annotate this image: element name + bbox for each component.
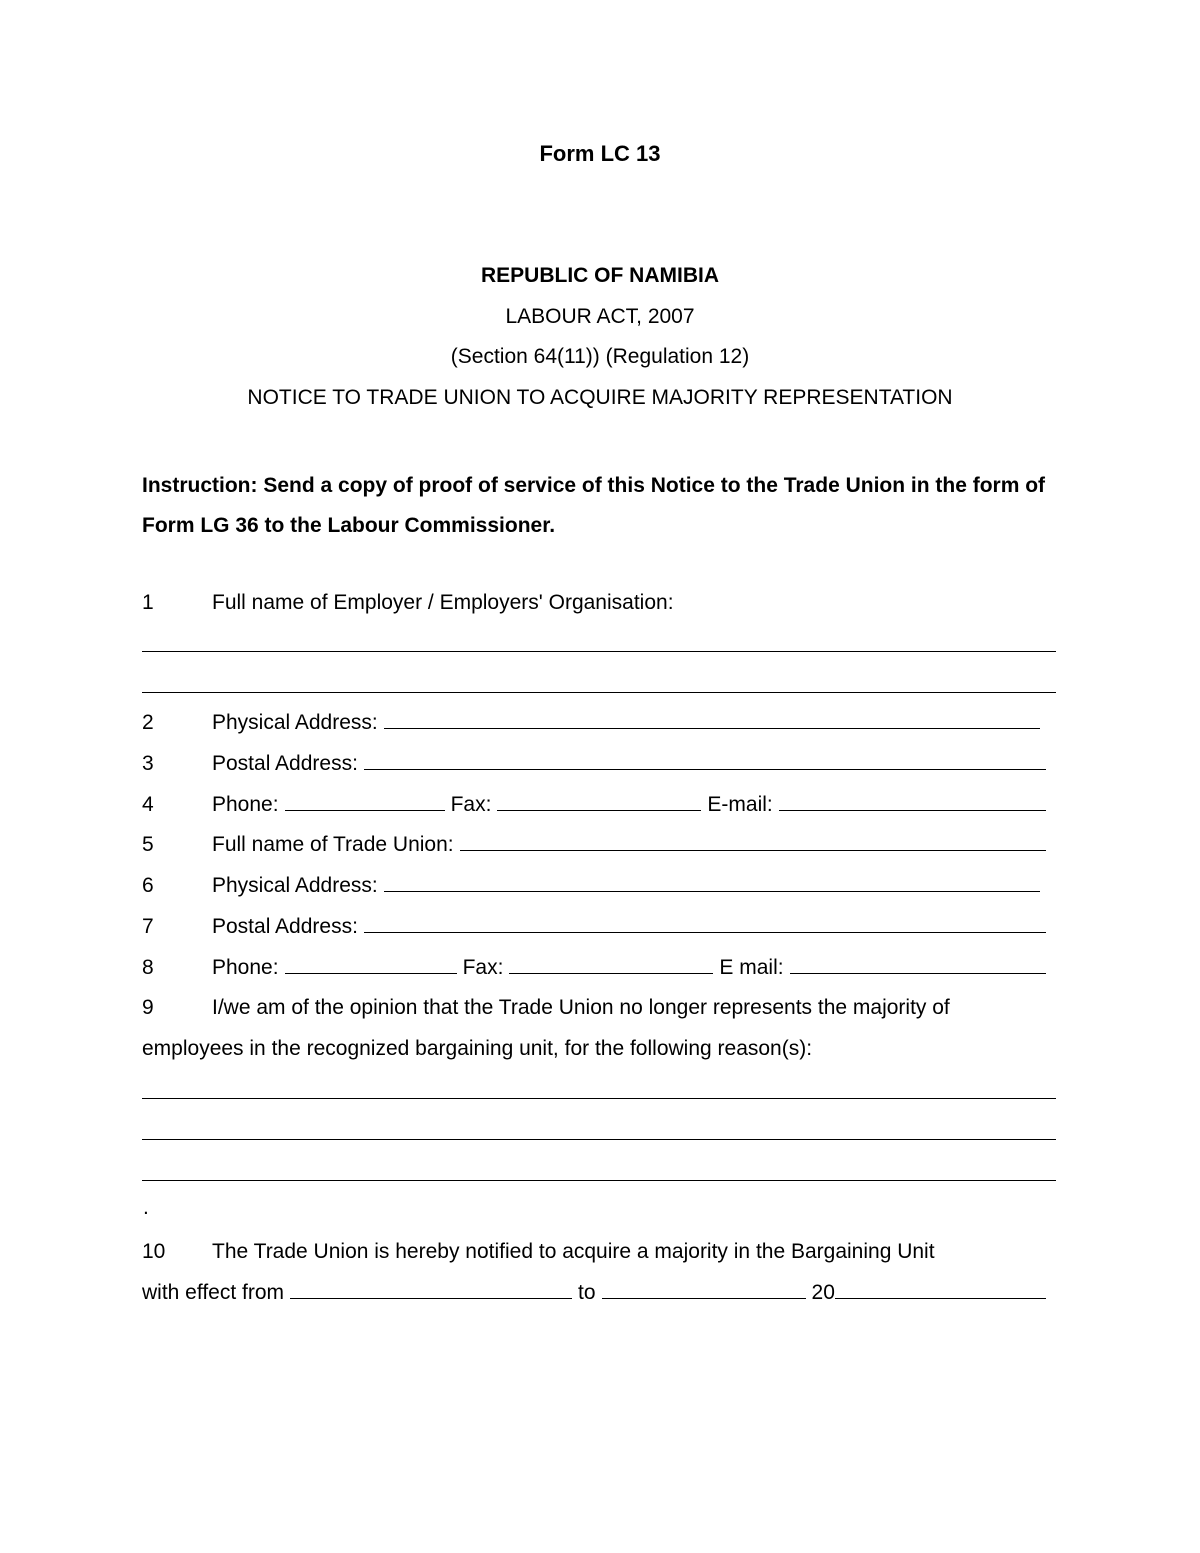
opinion-statement-line-1: I/we am of the opinion that the Trade Union no longer represents the majority of: [212, 996, 950, 1019]
effect-from-label: with effect from: [142, 1281, 284, 1304]
effect-from-date-field[interactable]: [290, 1276, 572, 1299]
reasons-field-line-1[interactable]: [142, 1098, 1056, 1099]
to-label: to: [578, 1281, 596, 1304]
employer-name-field-line-2[interactable]: [142, 692, 1056, 693]
year-field[interactable]: [835, 1276, 1046, 1299]
item-content: [212, 869, 1046, 903]
item-number: 8: [142, 956, 154, 979]
form-number: Form LC 13: [539, 141, 661, 166]
item-number: 9: [142, 996, 154, 1019]
union-phone-label: Phone:: [212, 956, 279, 979]
item-6-row: [142, 869, 1062, 903]
union-fax-label: Fax:: [462, 956, 504, 979]
item-number: 6: [142, 874, 154, 897]
item-content: [142, 1276, 1052, 1310]
trade-union-name-field[interactable]: [460, 828, 1046, 851]
item-number: 5: [142, 833, 154, 856]
opinion-statement-line-2: employees in the recognized bargaining unit, for the following reason(s):: [142, 1037, 813, 1060]
union-phone-field[interactable]: [285, 951, 457, 974]
item-number: 4: [142, 793, 154, 816]
union-fax-field[interactable]: [509, 951, 713, 974]
item-7-row: [142, 910, 1062, 944]
employer-phone-field[interactable]: [285, 788, 445, 811]
employer-physical-address-label: Physical Address:: [212, 711, 378, 734]
employer-phone-label: Phone:: [212, 793, 279, 816]
employer-fax-label: Fax:: [450, 793, 492, 816]
employer-email-field[interactable]: [779, 788, 1046, 811]
union-email-label: E mail:: [719, 956, 784, 979]
item-content: [212, 788, 1052, 822]
item-4-row: [142, 788, 1062, 822]
union-email-field[interactable]: [790, 951, 1046, 974]
item-content: [212, 828, 1052, 862]
to-date-field[interactable]: [602, 1276, 806, 1299]
reasons-field-line-3[interactable]: [142, 1180, 1056, 1181]
item-content: [212, 747, 1052, 781]
item-content: [212, 910, 1052, 944]
instruction-text: Instruction: Send a copy of proof of service of this Notice to the Trade Union in the form of Form LG 36 to the Labour Commissioner.: [142, 474, 1046, 537]
employer-postal-address-field[interactable]: [364, 747, 1046, 770]
year-prefix-label: 20: [811, 1281, 835, 1304]
notification-statement: The Trade Union is hereby notified to acquire a majority in the Bargaining Unit: [212, 1240, 935, 1263]
notice-title: NOTICE TO TRADE UNION TO ACQUIRE MAJORITY REPRESENTATION: [247, 386, 953, 409]
item-10-continuation: [142, 1276, 1062, 1310]
item-9-continuation: [142, 1032, 1062, 1066]
item-number: 2: [142, 711, 154, 734]
item-1-row: [142, 586, 1062, 620]
item-content: [212, 951, 1052, 985]
section-reference: (Section 64(11)) (Regulation 12): [450, 345, 750, 368]
union-postal-address-field[interactable]: [364, 910, 1046, 933]
item-number: 3: [142, 752, 154, 775]
employer-postal-address-label: Postal Address:: [212, 752, 358, 775]
item-content: [142, 1032, 1062, 1066]
trade-union-name-label: Full name of Trade Union:: [212, 833, 454, 856]
reasons-field-line-2[interactable]: [142, 1139, 1056, 1140]
item-3-row: [142, 747, 1062, 781]
item-number: 7: [142, 915, 154, 938]
item-5-row: [142, 828, 1062, 862]
item-8-row: [142, 951, 1062, 985]
union-physical-address-field[interactable]: [384, 869, 1040, 892]
employer-name-label: Full name of Employer / Employers' Organisation:: [212, 591, 674, 614]
item-content: [212, 1235, 1062, 1269]
item-number: 10: [142, 1240, 166, 1263]
item-content: [212, 586, 1062, 620]
employer-name-field-line-1[interactable]: [142, 651, 1056, 652]
republic-heading: REPUBLIC OF NAMIBIA: [481, 264, 719, 287]
item-content: [212, 991, 1062, 1025]
item-number: 1: [142, 591, 154, 614]
employer-physical-address-field[interactable]: [384, 706, 1040, 729]
item-2-row: [142, 706, 1062, 740]
union-postal-address-label: Postal Address:: [212, 915, 358, 938]
employer-fax-field[interactable]: [497, 788, 701, 811]
trailing-period: .: [143, 1196, 149, 1219]
item-content: [212, 706, 1046, 740]
item-9-row: [142, 991, 1062, 1025]
union-physical-address-label: Physical Address:: [212, 874, 378, 897]
act-heading: LABOUR ACT, 2007: [505, 305, 695, 328]
employer-email-label: E-mail:: [707, 793, 773, 816]
item-10-row: [142, 1235, 1062, 1269]
